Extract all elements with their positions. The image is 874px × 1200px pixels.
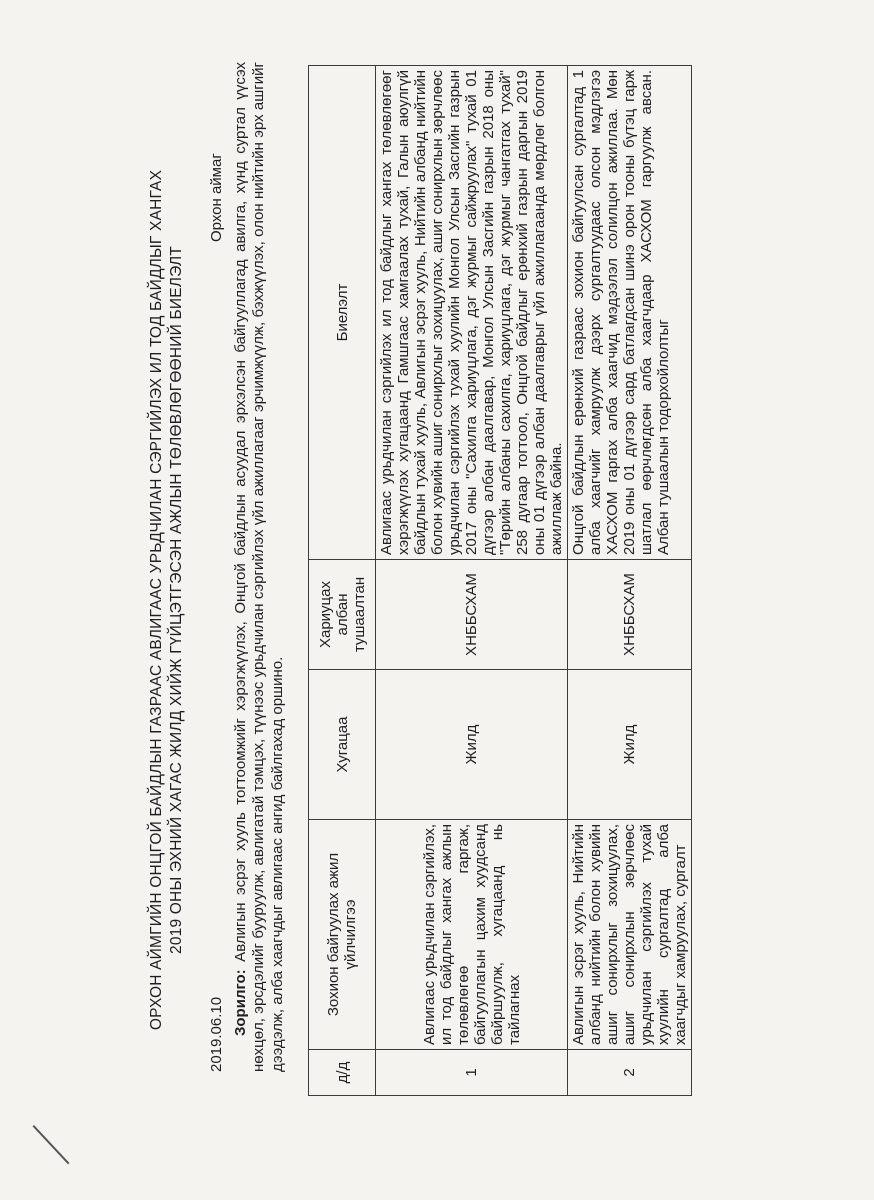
header-num: д/д: [309, 1050, 376, 1096]
row-result: Онцгой байдлын ерөнхий газраас зохион байгуулсан сургалтад 1 алба хаагчийг хамруулж дээрх сургалтуудаас олсон мэдлэгээ ХАСХОМ гаргах алба хаагчид мэдээлэл солилцон ажиллаа. Мөн 2019 оны 01 дүгээр сард батлагдсан шинэ орон тооны бүтэц гарж шатлал өөрчлөгдсөн алба хаагчдаар ХАСХОМ гаргуулж авсан. Албан тушаалын тодорхойлолтыг: [568, 66, 692, 560]
document-title-line2: 2019 ОНЫ ЭХНИЙ ХАГАС ЖИЛД ХИЙЖ ГҮЙЦЭТГЭСЭН АЖЛЫН ТӨЛӨВЛӨГӨӨНИЙ БИЕЛЭЛТ: [168, 246, 185, 954]
plan-table: [308, 65, 692, 1096]
document-place: Орхон аймаг: [208, 153, 225, 242]
row-responsible: ХНББСХАМ: [376, 560, 568, 670]
row-term: Жилд: [376, 670, 568, 820]
document-date: 2019.06.10: [208, 996, 225, 1072]
table-row: [568, 66, 692, 1096]
goal-paragraph: [232, 62, 287, 1072]
row-responsible: ХНББСХАМ: [568, 560, 692, 670]
header-result: Биелэлт: [309, 66, 376, 560]
table-header-row: [309, 66, 376, 1096]
row-result: Авлигаас урьдчилан сэргийлэх ил тод байдлыг хангах төлөвлөгөөг хэрэгжүүлэх хугацаанд Гамшгаас хамгаалах тухай, Галын аюулгүй байдлын тухай хууль, Авлигын эсрэг хууль, Нийтийн албанд нийтийн болон хувийн ашиг сонирхлыг зохицуулах, ашиг сонирхлын зөрчлөөс урьдчилан сэргийлэх тухай хуулийн Монгол Улсын Засгийн газрын 2017 оны "Сахилга хариуцлага, дэг журмыг сайжруулах" тухай 01 дүгээр албан даалгавар, Монгол Улсын Засгийн газрын 2018 оны "Төрийн албаны сахилга, хариуцлага, дэг журмыг чангатгах тухай" 258 дугаар тогтоол, Онцгой байдлыг ерөнхий газрын даргын 2019 оны 01 дүгээр албан даалгаврыг үйл ажиллагаанда мөрдлөг болгон ажиллаж байна.: [376, 66, 568, 560]
row-num: 2: [568, 1050, 692, 1096]
document-title-line1: ОРХОН АЙМГИЙН ОНЦГОЙ БАЙДЛЫН ГАЗРААС АВЛИГААС УРЬДЧИЛАН СЭРГИЙЛЭХ ИЛ ТОД БАЙДЛЫГ ХАНГАХ: [148, 169, 165, 1031]
header-term: Хугацаа: [309, 670, 376, 820]
goal-label: Зорилго:: [232, 969, 249, 1036]
header-responsible: Хариуцах албан тушаалтан: [309, 560, 376, 670]
table-row: [376, 66, 568, 1096]
row-num: 1: [376, 1050, 568, 1096]
row-term: Жилд: [568, 670, 692, 820]
header-task: Зохион байгуулах ажил үйлчилгээ: [309, 820, 376, 1050]
row-task: Авлигын эсрэг хууль, Нийтийн албанд нийтийн болон хувийн ашиг сонирхлыг зохицуулах, ашиг сонирхлын зөрчлөөс урьдчилан сэргийлэх тухай хуулийн сургалтад алба хаагчдыг хамруулах, сургалт: [568, 820, 692, 1050]
goal-text: Авлигын эсрэг хууль тогтоомжийг хэрэгжүүлэх, Онцгой байдлын асуудал эрхэлсэн байгууллагад авилга, хүнд суртал үүсэх нөхцөл, эрсдэлийг бууруулж, авлигатай тэмцэх, түүнээс урьдчилан сэргийлэх үйл ажиллагааг эрчимжүүлж, бэхжүүлэх, олон нийтийн эрх ашгийг дээдэлж, алба хаагчдыг авлигаас ангид байлгахад оршино.: [232, 62, 286, 1072]
row-task: Авлигаас урьдчилан сэргийлэх, ил тод байдлыг хангах ажлын төлөвлөгөө гаргаж, байгууллагын цахим хуудсанд байршуулж, хугацаанд нь тайлагнах: [376, 820, 568, 1050]
